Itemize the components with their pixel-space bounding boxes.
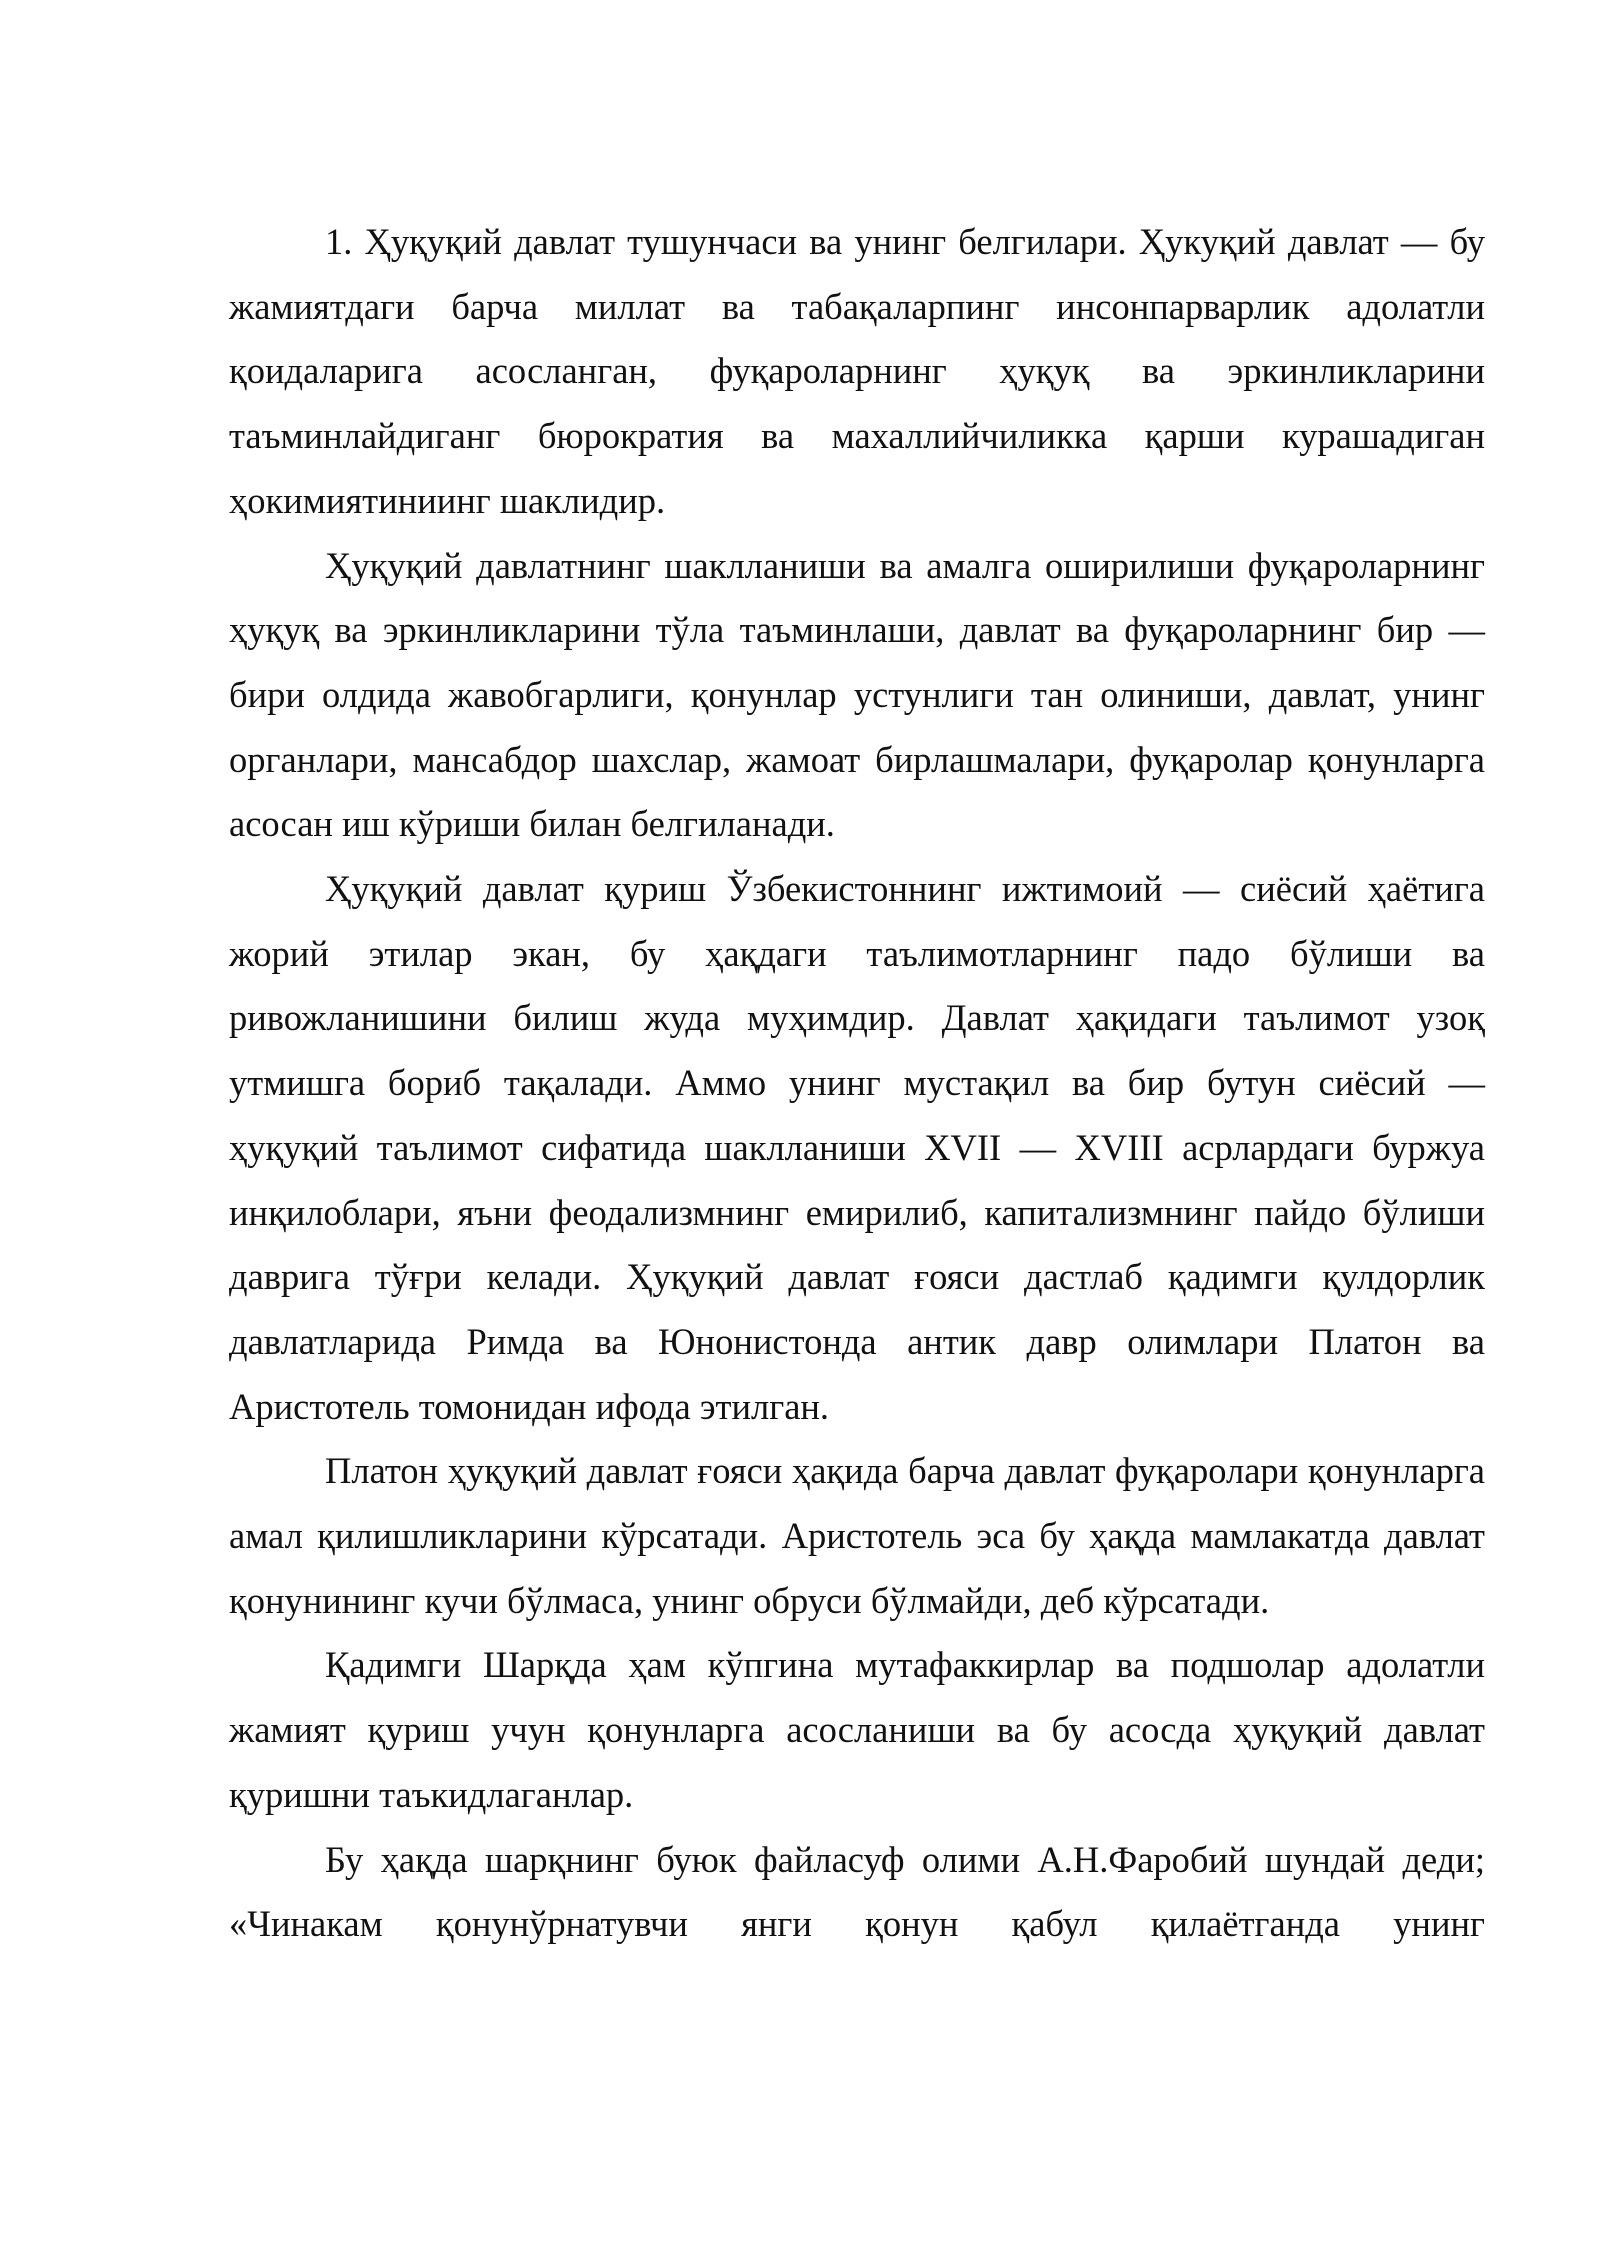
paragraph-legal-state-definition: 1. Ҳуқуқий давлат тушунчаси ва унинг белгилари. Ҳукуқий давлат — бу жамиятдаги барча миллат ва табақаларпинг инсонпарварлик адолатли қоидаларига асосланган, фуқароларнинг ҳуқуқ ва эркинликларини таъминлайдиганг бюрократия ва махаллийчиликка қарши курашадиган ҳокимиятиниинг шаклидир.	[229, 221, 1485, 521]
paragraph-plato-aristotle: Платон ҳуқуқий давлат ғояси ҳақида барча давлат фуқаролари қонунларга амал қилишликларини кўрсатади. Аристотель эса бу ҳақда мамлакатда давлат қонунининг кучи бўлмаса, унинг обруси бўлмайди, деб кўрсатади.	[229, 1450, 1485, 1621]
paragraph-history: Ҳуқуқий давлат қуриш Ўзбекистоннинг ижтимоий — сиёсий ҳаётига жорий этилар экан, бу ҳақдаги таълимотларнинг падо бўлиши ва ривожланишини билиш жуда муҳимдир. Давлат ҳақидаги таълимот узоқ утмишга бориб тақалади. Аммо унинг мустақил ва бир бутун сиёсий — ҳуқуқий таълимот сифатида шаклланиши XVII — XVIII асрлардаги буржуа инқилоблари, яъни феодализмнинг емирилиб, капитализмнинг пайдо бўлиши даврига тўғри келади. Ҳуқуқий давлат ғояси дастлаб қадимги қулдорлик давлатларида Римда ва Юнонистонда антик давр олимлари Платон ва Аристотель томонидан ифода этилган.	[229, 868, 1485, 1427]
paragraph-farobi: Бу ҳақда шарқнинг буюк файласуф олими А.Н.Фаробий шундай деди; «Чинакам қонунўрнатувчи янги қонун қабул қилаётганда унинг	[229, 1838, 1485, 1945]
paragraph-formation: Ҳуқуқий давлатнинг шаклланиши ва амалга оширилиши фуқароларнинг ҳуқуқ ва эркинликларини тўла таъминлаши, давлат ва фуқароларнинг бир — бири олдида жавобгарлиги, қонунлар устунлиги тан олиниши, давлат, унинг органлари, мансабдор шахслар, жамоат бирлашмалари, фуқаролар қонунларга асосан иш кўриши билан белгиланади.	[229, 544, 1485, 845]
paragraph-ancient-east: Қадимги Шарқда ҳам кўпгина мутафаккирлар ва подшолар адолатли жамият қуриш учун қонунларга асосланиши ва бу асосда ҳуқуқий давлат қуришни таъкидлаганлар.	[229, 1644, 1485, 1815]
document-body	[229, 210, 1485, 1957]
